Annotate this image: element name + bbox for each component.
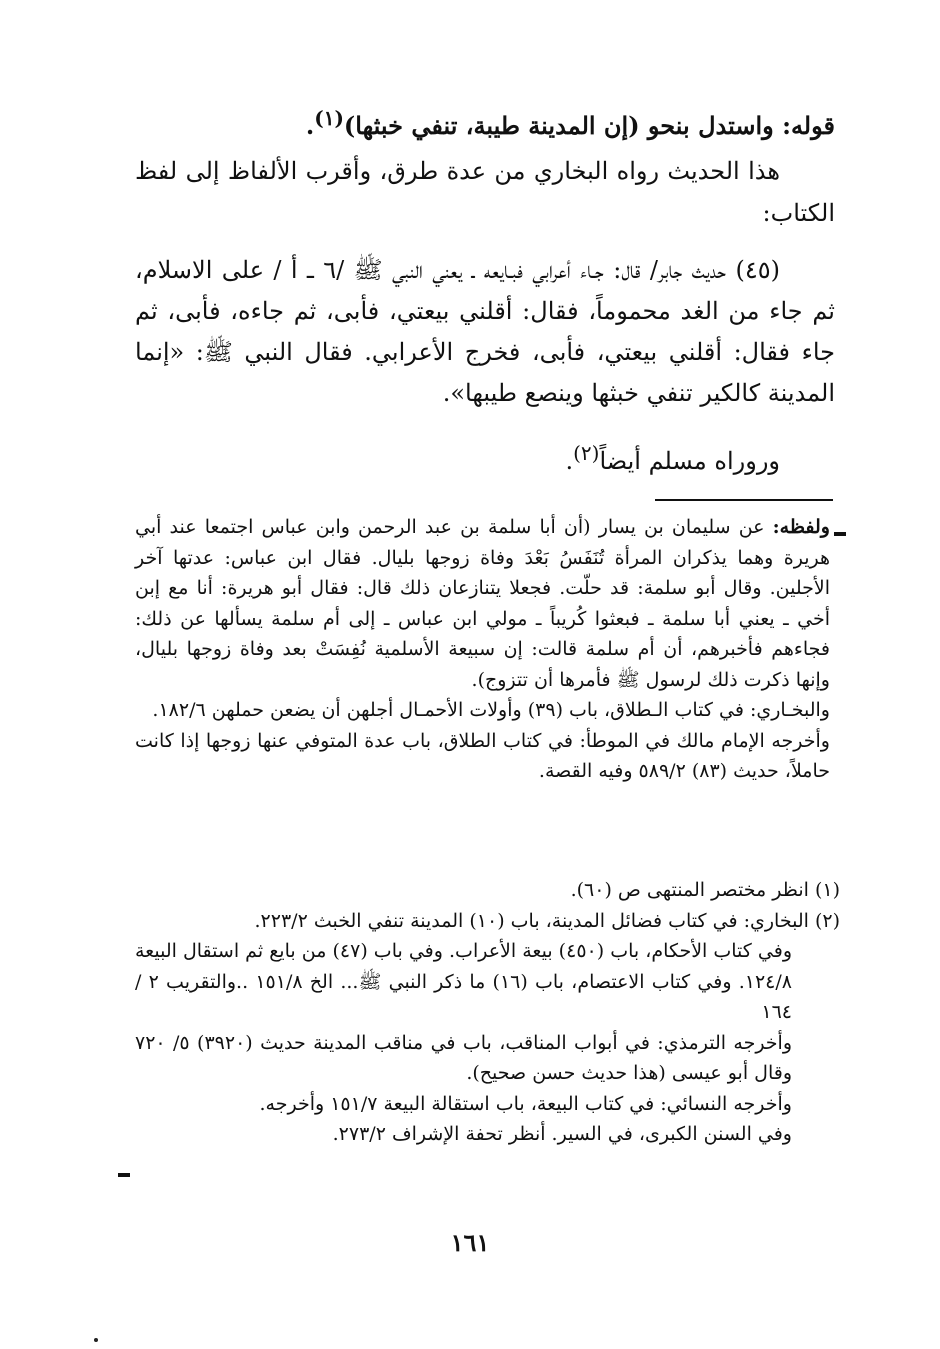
hadith-paragraph: (٤٥) حديث جابر/ قال: جـاء أعرابي فبـايعه ـ يعني النبي ﷺ /٦ ـ أ / على الاسلام، ثم جاء من الغد محموماً، فقال: أقلني بيعتي، فأبى، ثم جاءه، فأبى، ثم جاء فقال: أقلني بيعتي، فأبى، فخرج الأعرابي. فقال النبي ﷺ: «إنما المدينة كالكير تنفي خبثها وينصع طيبها». <box>135 256 835 407</box>
page-number: ١٦١ <box>450 1228 490 1257</box>
footnote-continuation-paragraph: والبخـاري: في كتاب الـطلاق، باب (٣٩) وأولات الأحمـال أجلهن أن يضعن حملهن ١٨٢/٦. <box>152 699 830 721</box>
footnote-2 <box>135 906 840 937</box>
end-mark <box>118 1173 130 1177</box>
footnote-marker: (٢) <box>814 909 840 932</box>
footnote-ref-1: (١) <box>314 106 344 130</box>
continuation-mark <box>834 532 846 536</box>
heading-text: واستدل بنحو (إن المدينة طيبة، تنفي خبثها) <box>343 111 783 140</box>
footnote-paragraph: وأخرجه النسائي: في كتاب البيعة، باب استقالة البيعة ١٥١/٧ وأخرجه. <box>259 1092 792 1115</box>
heading-end: . <box>305 111 315 140</box>
footnote-separator <box>655 499 833 501</box>
riwaya-line <box>135 432 835 482</box>
riwaya-end: . <box>565 447 574 475</box>
footnote-ref-2: (٢) <box>573 441 600 465</box>
heading-lead: قوله: <box>782 111 835 140</box>
footnote-text: انظر مختصر المنتهى ص (٦٠). <box>570 879 809 901</box>
footnote-text: البخاري: في كتاب فضائل المدينة، باب (١٠) المدينة تنفي الخبث ٢٢٣/٢. <box>254 909 809 932</box>
scan-speck <box>94 1338 98 1342</box>
section-heading <box>135 96 835 148</box>
footnote-paragraph: وفي كتاب الأحكام، باب (٤٥٠) بيعة الأعراب. وفي باب (٤٧) من بايع ثم استقال البيعة ١٢٤/٨. وفي كتاب الاعتصام، باب (١٦) ما ذكر النبي ﷺ... الخ ١٥١/٨ ..والتقريب ٢ / ١٦٤ <box>135 940 793 1023</box>
footnote-lead: ولفظه: <box>772 516 830 538</box>
footnote-text: عن سليمان بن يسار (أن أبا سلمة بن عبد الرحمن وابن عباس اجتمعا عند أبي هريرة وهما يذكران المرأة تُنَفَسُ بَعْدَ وفاة زوجها بليال. فقال ابن عباس: عدتها آخر الأجلين. وقال أبو سلمة: قد حلّت. فجعلا يتنازعان ذلك قال: فقال أبو هريرة: أنا مع إبن أخي ـ يعني أبا سلمة ـ فبعثوا كُريباً ـ مولي ابن عباس ـ إلى أم سلمة يسألها عن ذلك: فجاءهم فأخبرهم، أن أم سلمة قالت: إن سبيعة الأسلمية نُفِسَتْ بعد وفاة زوجها بليال، وإنها ذكرت ذلك لرسول ﷺ فأمرها أن تتزوج). <box>135 516 830 691</box>
footnote-1 <box>135 875 840 906</box>
footnote-continuation <box>135 512 830 787</box>
footnote-marker: (١) <box>814 879 840 901</box>
footnote-paragraph: وفي السنن الكبرى، في السير. أنظر تحفة الإشراف ٢٧٣/٢. <box>332 1123 792 1145</box>
riwaya-text: وروراه مسلم أيضاً <box>599 447 780 475</box>
footnote-paragraph: وأخرجه الترمذي: في أبواب المناقب، باب في مناقب المدينة حديث (٣٩٢٠) ٥/ ٧٢٠ وقال أبو عيسى (هذا حديث حسن صحيح). <box>135 1031 793 1084</box>
footnotes <box>135 875 840 1150</box>
footnote-continuation-paragraph: وأخرجه الإمام مالك في الموطأ: في كتاب الطلاق، باب عدة المتوفي عنها زوجها إذا كانت حاملاً، حديث (٨٣) ٥٨٩/٢ وفيه القصة. <box>135 729 830 782</box>
footnote-2-details <box>135 936 840 1150</box>
intro-paragraph: هذا الحديث رواه البخاري من عدة طرق، وأقرب الألفاظ إلى لفظ الكتاب: <box>135 157 835 227</box>
footnote-continuation-paragraph <box>135 512 830 695</box>
